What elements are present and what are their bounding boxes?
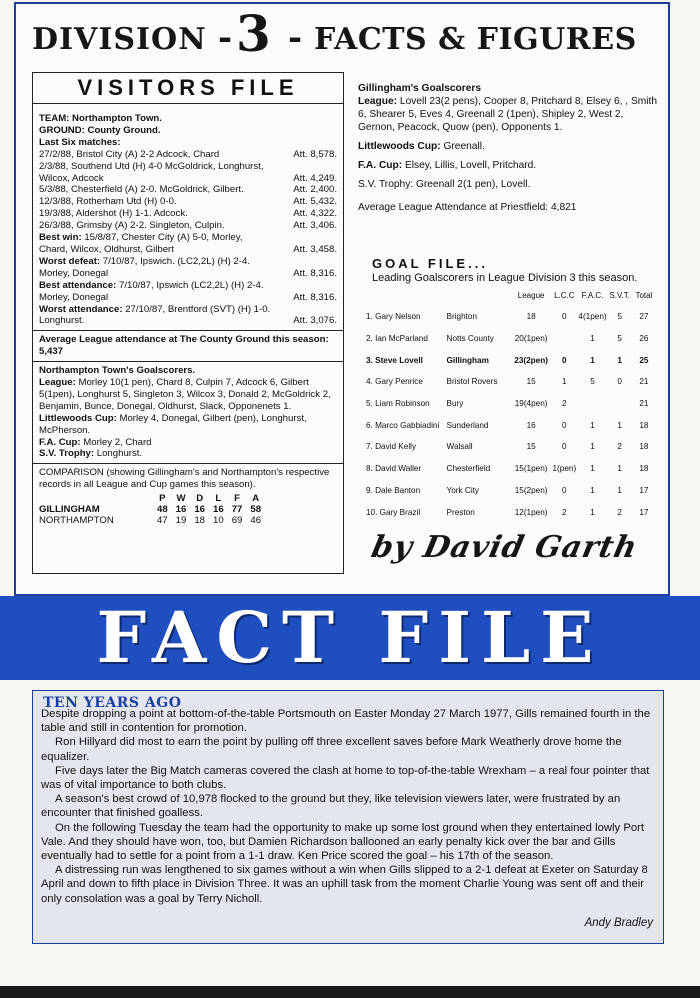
goal-file-title: GOAL FILE... — [372, 256, 488, 271]
worst-attendance-line: Worst attendance: 27/10/87, Brentford (SVT) (H) 1-0. — [39, 303, 271, 315]
table-row: 8. David Waller Chesterfield 15(1pen) 1(pen) 1 1 18 — [366, 464, 649, 474]
table-row: 4. Gary Penrice Bristol Rovers 15 1 5 0 21 — [366, 377, 649, 387]
title-number: 3 — [236, 4, 271, 63]
table-row: GILLINGHAM 48 16 16 16 77 58 — [39, 504, 262, 516]
title-facts-figures: FACTS & FIGURES — [314, 22, 637, 57]
gillingham-fa-scorers: F.A. Cup: Elsey, Lillis, Lovell, Pritchard. — [358, 160, 537, 171]
team-line: TEAM: Northampton Town. — [39, 113, 162, 124]
average-attendance: Average League attendance at The County Ground this season: 5,437 — [39, 334, 329, 358]
northampton-league-scorers: League: Morley 10(1 pen), Chard 8, Culpin 7, Adcock 6, Gilbert 5(1pen), Longhurst 5, Singleton 3, Wilcox 3, Donald 2, McGoldrick 2, Benjamin, Bunce, Donegal, Oldhurst, Slack, Opponenets 1. — [39, 377, 331, 412]
author-credit: Andy Bradley — [584, 917, 653, 929]
gillingham-scorers-heading: Gillingham's Goalscorers — [358, 83, 482, 94]
divider — [33, 463, 343, 464]
visitors-file-body: TEAM: Northampton Town. GROUND: County Ground. Last Six matches: 27/2/88, Bristol City (A) 2-2 Adcock, Chard Att. 8,578. 2/3/88, Southend Utd (H) 4-0 McGoldrick, Longhurst, Wilcox, Adcock Att. 4,249. 5/3/88, Chesterfield (A) 2-0. McGoldrick, Gilbert. Att. 2,400. 12/3/88, Rotherham Utd (H) 0-0. Att. 5,432. 19/3/88, Aldershot (H) 1-1. Adcock. Att. 4,322. 26/3/88, Grimsby (A) 2-2. Singleton, Culpin. Att. 3,406. Best win: 15/8/87, Chester City (A) 5-0, Morley, Chard, Wilcox, Oldhurst, Gilbert Att. 3,458. Worst defeat: 7/10/87, Ipswich. (LC2,2L) (H) 2-4. Morley, Donegal Att. 8,316. Best attendance: 7/10/87, Ipswich (LC2,2L) (H) 2-4. Morley, Donegal Att. 8,316. Worst attendance: 27/10/87, Brentford (SVT) (H) 1-0. Longhurst. Att. 3,076. Average League attendance at The County Ground this season: 5,437 Northampton Town's Goalscorers. League: Morley 10(1 pen), Chard 8, Culpin 7, Adcock 6, Gilbert 5(1pen), Longhurst 5, Singleton 3, Wilcox 3, Donald 2, McGoldrick 2, Benjamin, Bunce, Donegal, Oldhurst, Slack, Opponenets 1. Littlewoods Cup: Morley 4, Donegal, Gilbert (pen), Longhurst, McPherson. F.A. Cup: Morley 2, Chard S.V. Trophy: Longhurst. COMPARISON (showing Gillingham's and Northampton's respective records in all League and Cup games this season). P W D L F A GILLINGHAM 48 16 16 16 77 58 NORTHAMPTON 47 19 18 10 69 46 — [39, 113, 337, 526]
match-row: 26/3/88, Grimsby (A) 2-2. Singleton, Culpin. Att. 3,406. — [39, 220, 337, 232]
paragraph: A distressing run was lengthened to six games without a win when Gills slipped to a 2-1 defeat at Exeter on Saturday 8 April and down to fifth place in Division Three. It was an uphill task from the moment Charlie Young was sent off and their only consolation was a goal by Terry Nicholl. — [41, 864, 648, 905]
priestfield-average: Average League Attendance at Priestfield: 4,821 — [358, 202, 577, 213]
table-row: 5. Liam Robinson Bury 19(4pen) 2 21 — [366, 399, 649, 409]
ten-years-ago-box — [32, 690, 664, 944]
page-bottom-edge — [0, 986, 700, 998]
visitors-file-title: VISITORS FILE — [33, 73, 343, 104]
divider — [33, 361, 343, 362]
match-row: 12/3/88, Rotherham Utd (H) 0-0. Att. 5,432. — [39, 196, 337, 208]
ten-years-ago-title: TEN YEARS AGO — [43, 695, 182, 711]
paragraph: Ron Hillyard did most to earn the point by pulling off three excellent saves before Mark Weatherly drove home the equalizer. — [41, 736, 622, 763]
title-division: DIVISION — [32, 22, 207, 57]
northampton-lc-scorers: Littlewoods Cup: Morley 4, Donegal, Gilbert (pen), Longhurst, McPherson. — [39, 412, 307, 436]
gillingham-sv-scorers: S.V. Trophy: Greenall 2(1 pen), Lovell. — [358, 179, 531, 190]
fact-file-title: FACT FILE — [96, 596, 604, 679]
byline-signature: by David Garth — [368, 530, 641, 565]
title-dash-right: - — [288, 18, 303, 58]
goal-file-table — [366, 288, 656, 523]
gillingham-scorers — [358, 82, 658, 214]
title-dash-left: - — [218, 18, 233, 58]
match-row: 2/3/88, Southend Utd (H) 4-0 McGoldrick, Longhurst, — [39, 160, 264, 172]
best-attendance-line: Best attendance: 7/10/87, Ipswich (LC2,2L) (H) 2-4. — [39, 279, 264, 291]
paragraph: On the following Tuesday the team had the opportunity to make up some lost ground when they entertained lowly Port Vale. And they should have won, too, but Damien Richardson ballooned an early penalty kick over the bar and Gills eventually had to settle for a point from a 1-1 draw. Ken Price scored the goal – his 17th of the season. — [41, 821, 645, 863]
goal-file-header: League L.C.C F.A.C. S.V.T. Total — [517, 291, 653, 300]
gillingham-league-scorers: League: Lovell 23(2 pens), Cooper 8, Pritchard 8, Elsey 6, , Smith 6, Shearer 5, Eves 4, Greenall 2 (1pen), Shipley 2, West 2, Gernon, Peacock, Quow (pen), Opponents 1. — [358, 96, 657, 133]
match-row: 19/3/88, Aldershot (H) 1-1. Adcock. Att. 4,322. — [39, 208, 337, 220]
best-win-line: Best win: 15/8/87, Chester City (A) 5-0, Morley, — [39, 232, 243, 244]
divider — [33, 330, 343, 331]
table-row: 10. Gary Brazil Preston 12(1pen) 2 1 2 17 — [366, 507, 649, 517]
northampton-fa-scorers: F.A. Cup: Morley 2, Chard — [39, 436, 152, 448]
ten-years-ago-body — [41, 707, 657, 906]
comparison-text: COMPARISON (showing Gillingham's and Northampton's respective records in all League and Cup games this season). — [39, 467, 330, 491]
table-row: 2. Ian McParland Notts County 20(1pen) 1 5 26 — [366, 334, 649, 344]
table-row: 7. David Kelly Walsall 15 0 1 2 18 — [366, 442, 649, 452]
table-row: 1. Gary Nelson Brighton 18 0 4(1pen) 5 27 — [366, 312, 649, 322]
table-row: 3. Steve Lovell Gillingham 23(2pen) 0 1 1 25 — [366, 355, 649, 365]
page-title — [22, 4, 662, 63]
comparison-header: P W D L F A — [159, 493, 260, 505]
match-row: Wilcox, Adcock Att. 4,249. — [39, 172, 337, 184]
paragraph: Five days later the Big Match cameras covered the clash at home to top-of-the-table Wrexham – a real four pointer that was of vital importance to both clubs. — [41, 764, 650, 792]
northampton-sv-scorers: S.V. Trophy: Longhurst. — [39, 448, 143, 460]
visitors-file-box — [32, 72, 344, 574]
table-row: 6. Marco Gabbiadini Sunderland 16 0 1 1 18 — [366, 420, 649, 430]
goal-file-subtitle: Leading Goalscorers in League Division 3 this season. — [372, 272, 638, 284]
ground-line: GROUND: County Ground. — [39, 124, 161, 136]
paragraph: Despite dropping a point at bottom-of-the-table Portsmouth on Easter Monday 27 March 1977, Gills remained fourth in the table and still in contention for promotion. — [41, 708, 651, 735]
table-row: 9. Dale Banton York City 15(2pen) 0 1 1 17 — [366, 485, 649, 495]
gillingham-lc-scorers: Littlewoods Cup: Greenall. — [358, 141, 485, 152]
northampton-scorers-heading: Northampton Town's Goalscorers. — [39, 365, 196, 377]
table-row: NORTHAMPTON 47 19 18 10 69 46 — [39, 515, 262, 527]
paragraph: A season's best crowd of 10,978 flocked to the ground but they, like television viewers later, were frustrated by an encounter that finished goalless. — [41, 793, 621, 820]
worst-defeat-line: Worst defeat: 7/10/87, Ipswich. (LC2,2L) (H) 2-4. — [39, 255, 250, 267]
match-row: 27/2/88, Bristol City (A) 2-2 Adcock, Chard Att. 8,578. — [39, 148, 337, 160]
fact-file-banner — [0, 596, 700, 680]
last-six-heading: Last Six matches: — [39, 136, 121, 148]
match-row: 5/3/88, Chesterfield (A) 2-0. McGoldrick, Gilbert. Att. 2,400. — [39, 184, 337, 196]
comparison-table — [39, 493, 265, 526]
